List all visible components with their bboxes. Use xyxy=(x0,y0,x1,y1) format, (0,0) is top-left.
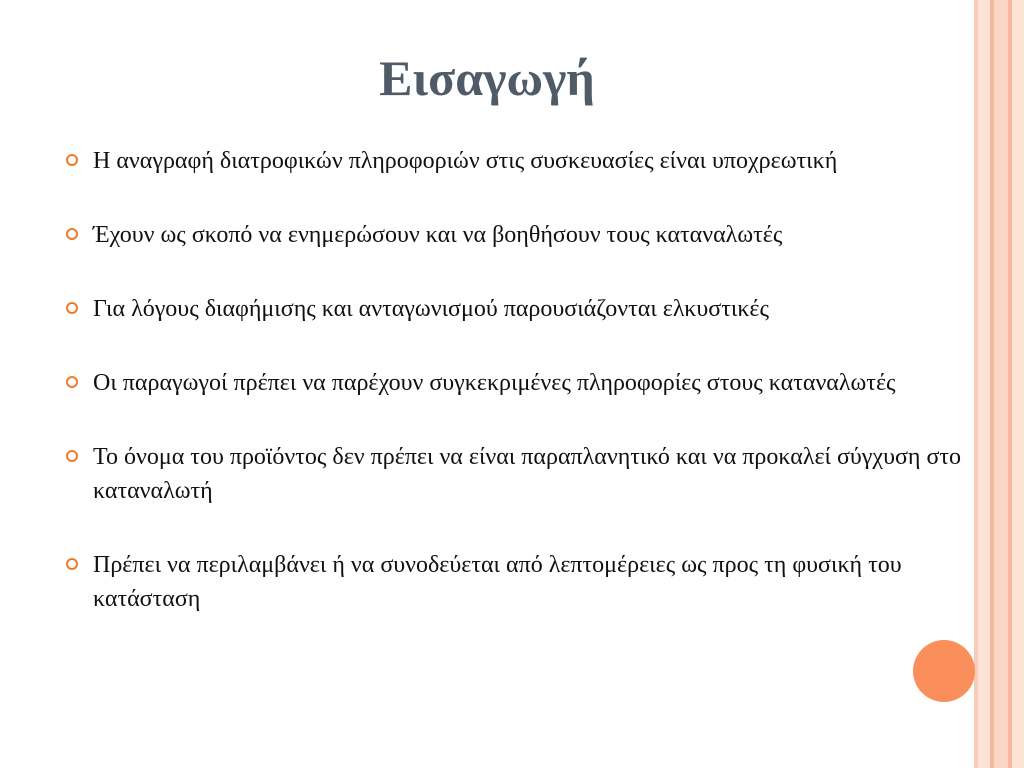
bullet-item xyxy=(64,292,970,326)
bullet-circle-icon xyxy=(66,228,78,240)
stripe xyxy=(1012,0,1024,768)
bullet-circle-icon xyxy=(66,302,78,314)
stripe xyxy=(994,0,1008,768)
stripe xyxy=(978,0,990,768)
bullet-circle-icon xyxy=(66,558,78,570)
bullet-text: Έχουν ως σκοπό να ενημερώσουν και να βοηθήσουν τους καταναλωτές xyxy=(93,222,783,248)
bullet-text: Πρέπει να περιλαμβάνει ή να συνοδεύεται από λεπτομέρειες ως προς τη φυσική του κατάσταση xyxy=(93,552,902,612)
bullet-item xyxy=(64,144,970,178)
bullet-list xyxy=(64,144,970,616)
bullet-text: Για λόγους διαφήμισης και ανταγωνισμού παρουσιάζονται ελκυστικές xyxy=(93,296,769,322)
slide-title: Εισαγωγή xyxy=(379,50,595,106)
bullet-text: Οι παραγωγοί πρέπει να παρέχουν συγκεκριμένες πληροφορίες στους καταναλωτές xyxy=(93,370,896,396)
decorative-circle xyxy=(913,640,975,702)
bullet-circle-icon xyxy=(66,154,78,166)
bullet-item xyxy=(64,548,970,616)
bullet-item xyxy=(64,218,970,252)
decorative-stripes xyxy=(974,0,1024,768)
bullet-item xyxy=(64,366,970,400)
bullet-circle-icon xyxy=(66,376,78,388)
bullet-item xyxy=(64,440,970,508)
bullet-text: Το όνομα του προϊόντος δεν πρέπει να είναι παραπλανητικό και να προκαλεί σύγχυση στο καταναλωτή xyxy=(93,444,962,504)
bullet-circle-icon xyxy=(66,450,78,462)
bullet-text: Η αναγραφή διατροφικών πληροφοριών στις συσκευασίες είναι υποχρεωτική xyxy=(93,148,838,174)
